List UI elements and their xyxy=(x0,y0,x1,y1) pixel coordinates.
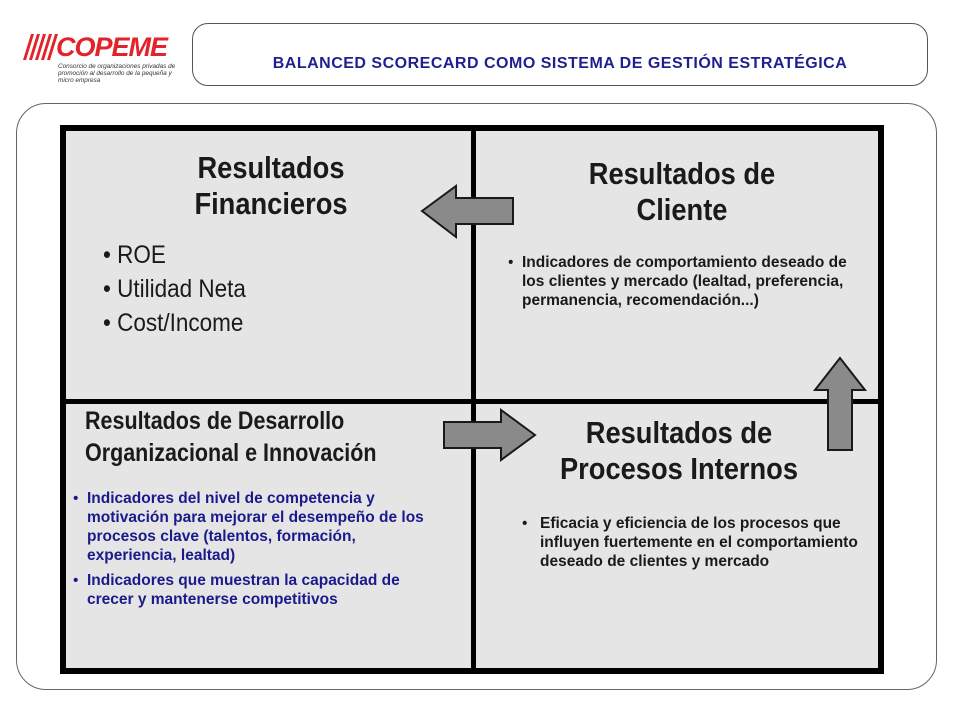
development-title-line1: Resultados de Desarrollo xyxy=(85,407,345,435)
page-title: BALANCED SCORECARD COMO SISTEMA DE GESTIÓN ESTRATÉGICA xyxy=(272,54,848,72)
logo-name: COPEME xyxy=(56,32,168,62)
arrow-right-icon xyxy=(444,410,535,460)
processes-item: • Eficacia y eficiencia de los procesos que influyen fuertemente en el comportamiento deseado de clientes y mercado xyxy=(522,514,872,571)
client-title-line2: Cliente xyxy=(636,192,728,227)
financial-title-line2: Financieros xyxy=(194,186,348,221)
financial-item: • Utilidad Neta xyxy=(103,275,246,303)
client-title-line1: Resultados de xyxy=(588,156,776,191)
arrow-left-icon xyxy=(422,186,513,237)
financial-item: • Cost/Income xyxy=(103,309,244,337)
development-item: • Indicadores que muestran la capacidad de crecer y mantenerse competitivos xyxy=(73,571,443,609)
processes-title-line2: Procesos Internos xyxy=(559,451,799,486)
client-item: • Indicadores de comportamiento deseado de los clientes y mercado (lealtad, preferencia, permanencia, recomendación...) xyxy=(508,253,860,310)
arrow-up-icon xyxy=(815,358,865,450)
logo-tagline: Consorcio de organizaciones privadas de promoción al desarrollo de la pequeña y micro empresa xyxy=(58,63,176,84)
development-title-line2: Organizacional e Innovación xyxy=(85,439,377,467)
financial-title-line1: Resultados xyxy=(197,150,345,185)
processes-title-line1: Resultados de xyxy=(585,415,773,450)
development-item: • Indicadores del nivel de competencia y motivación para mejorar el desempeño de los procesos clave (talentos, formación, experiencia, lealtad) xyxy=(73,489,443,565)
financial-item: • ROE xyxy=(103,241,166,269)
